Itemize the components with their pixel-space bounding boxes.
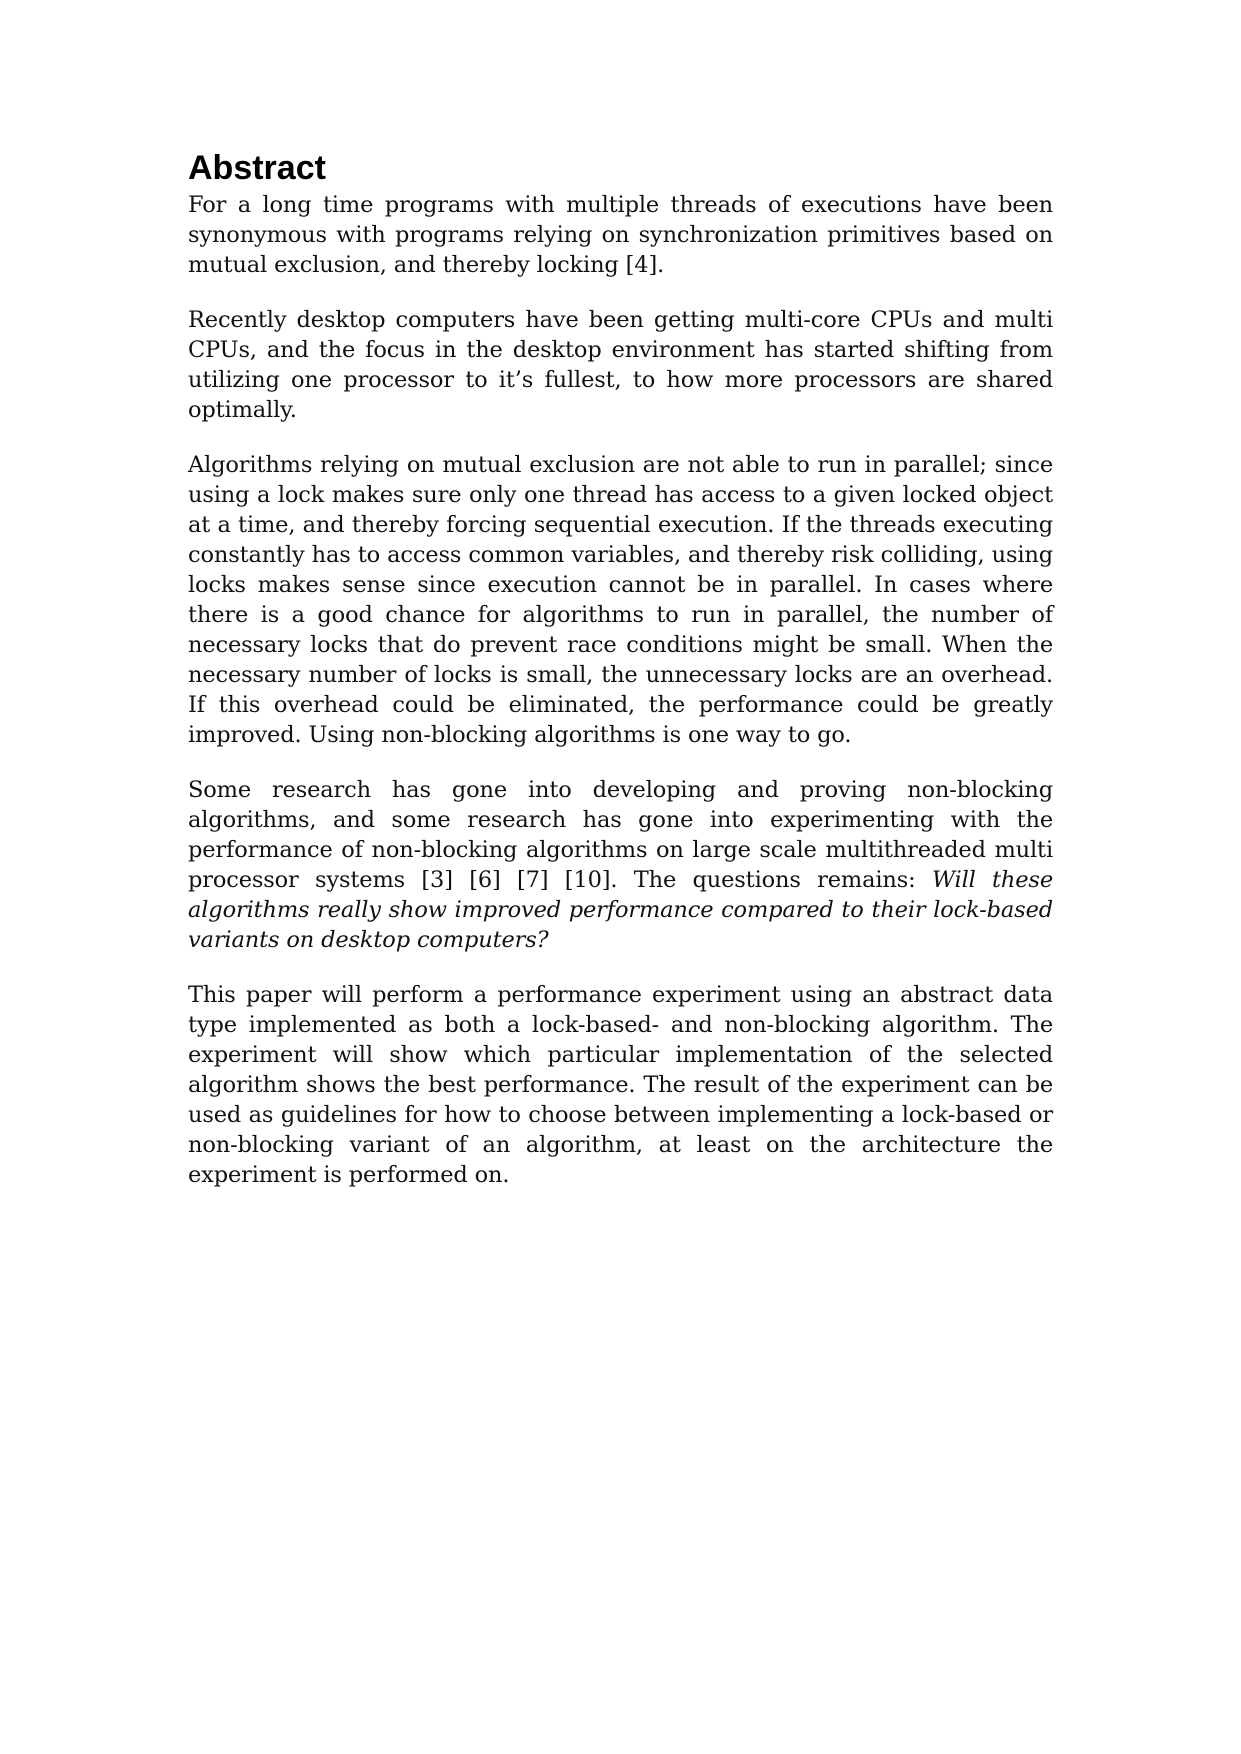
abstract-paragraph-2: Recently desktop computers have been getting multi-core CPUs and multi CPUs, and the focus in the desktop environment has started shifting from utilizing one processor to it’s fullest, to how more processors are shared optimally. — [188, 307, 1053, 423]
abstract-paragraph-5: This paper will perform a performance experiment using an abstract data type implemented as both a lock-based- and non-blocking algorithm. The experiment will show which particular implementation of the selected algorithm shows the best performance. The result of the experiment can be used as guidelines for how to choose between implementing a lock-based or non-blocking variant of an algorithm, at least on the architecture the experiment is performed on. — [188, 982, 1053, 1188]
abstract-paragraph-1: For a long time programs with multiple threads of executions have been synonymous with programs relying on synchronization primitives based on mutual exclusion, and thereby locking [4]. — [188, 192, 1053, 278]
abstract-paragraph-4-text: Some research has gone into developing and proving non-blocking algorithms, and some research has gone into experimenting with the performance of non-blocking algorithms on large scale multithreaded multi processor systems [3] [6] [7] [10]. The questions remains: — [188, 777, 1053, 893]
abstract-section — [188, 148, 1053, 1215]
abstract-paragraph-4 — [188, 775, 1053, 955]
abstract-paragraph-3: Algorithms relying on mutual exclusion are not able to run in parallel; since using a lock makes sure only one thread has access to a given locked object at a time, and thereby forcing sequential execution. If the threads executing constantly has to access common variables, and thereby risk colliding, using locks makes sense since execution cannot be in parallel. In cases where there is a good chance for algorithms to run in parallel, the number of necessary locks that do prevent race conditions might be small. When the necessary number of locks is small, the unnecessary locks are an overhead. If this overhead could be eliminated, the performance could be greatly improved. Using non-blocking algorithms is one way to go. — [188, 452, 1053, 748]
abstract-heading: Abstract — [188, 149, 326, 187]
research-question: Will these algorithms really show improved performance compared to their lock-based variants on desktop computers? — [188, 867, 1053, 953]
